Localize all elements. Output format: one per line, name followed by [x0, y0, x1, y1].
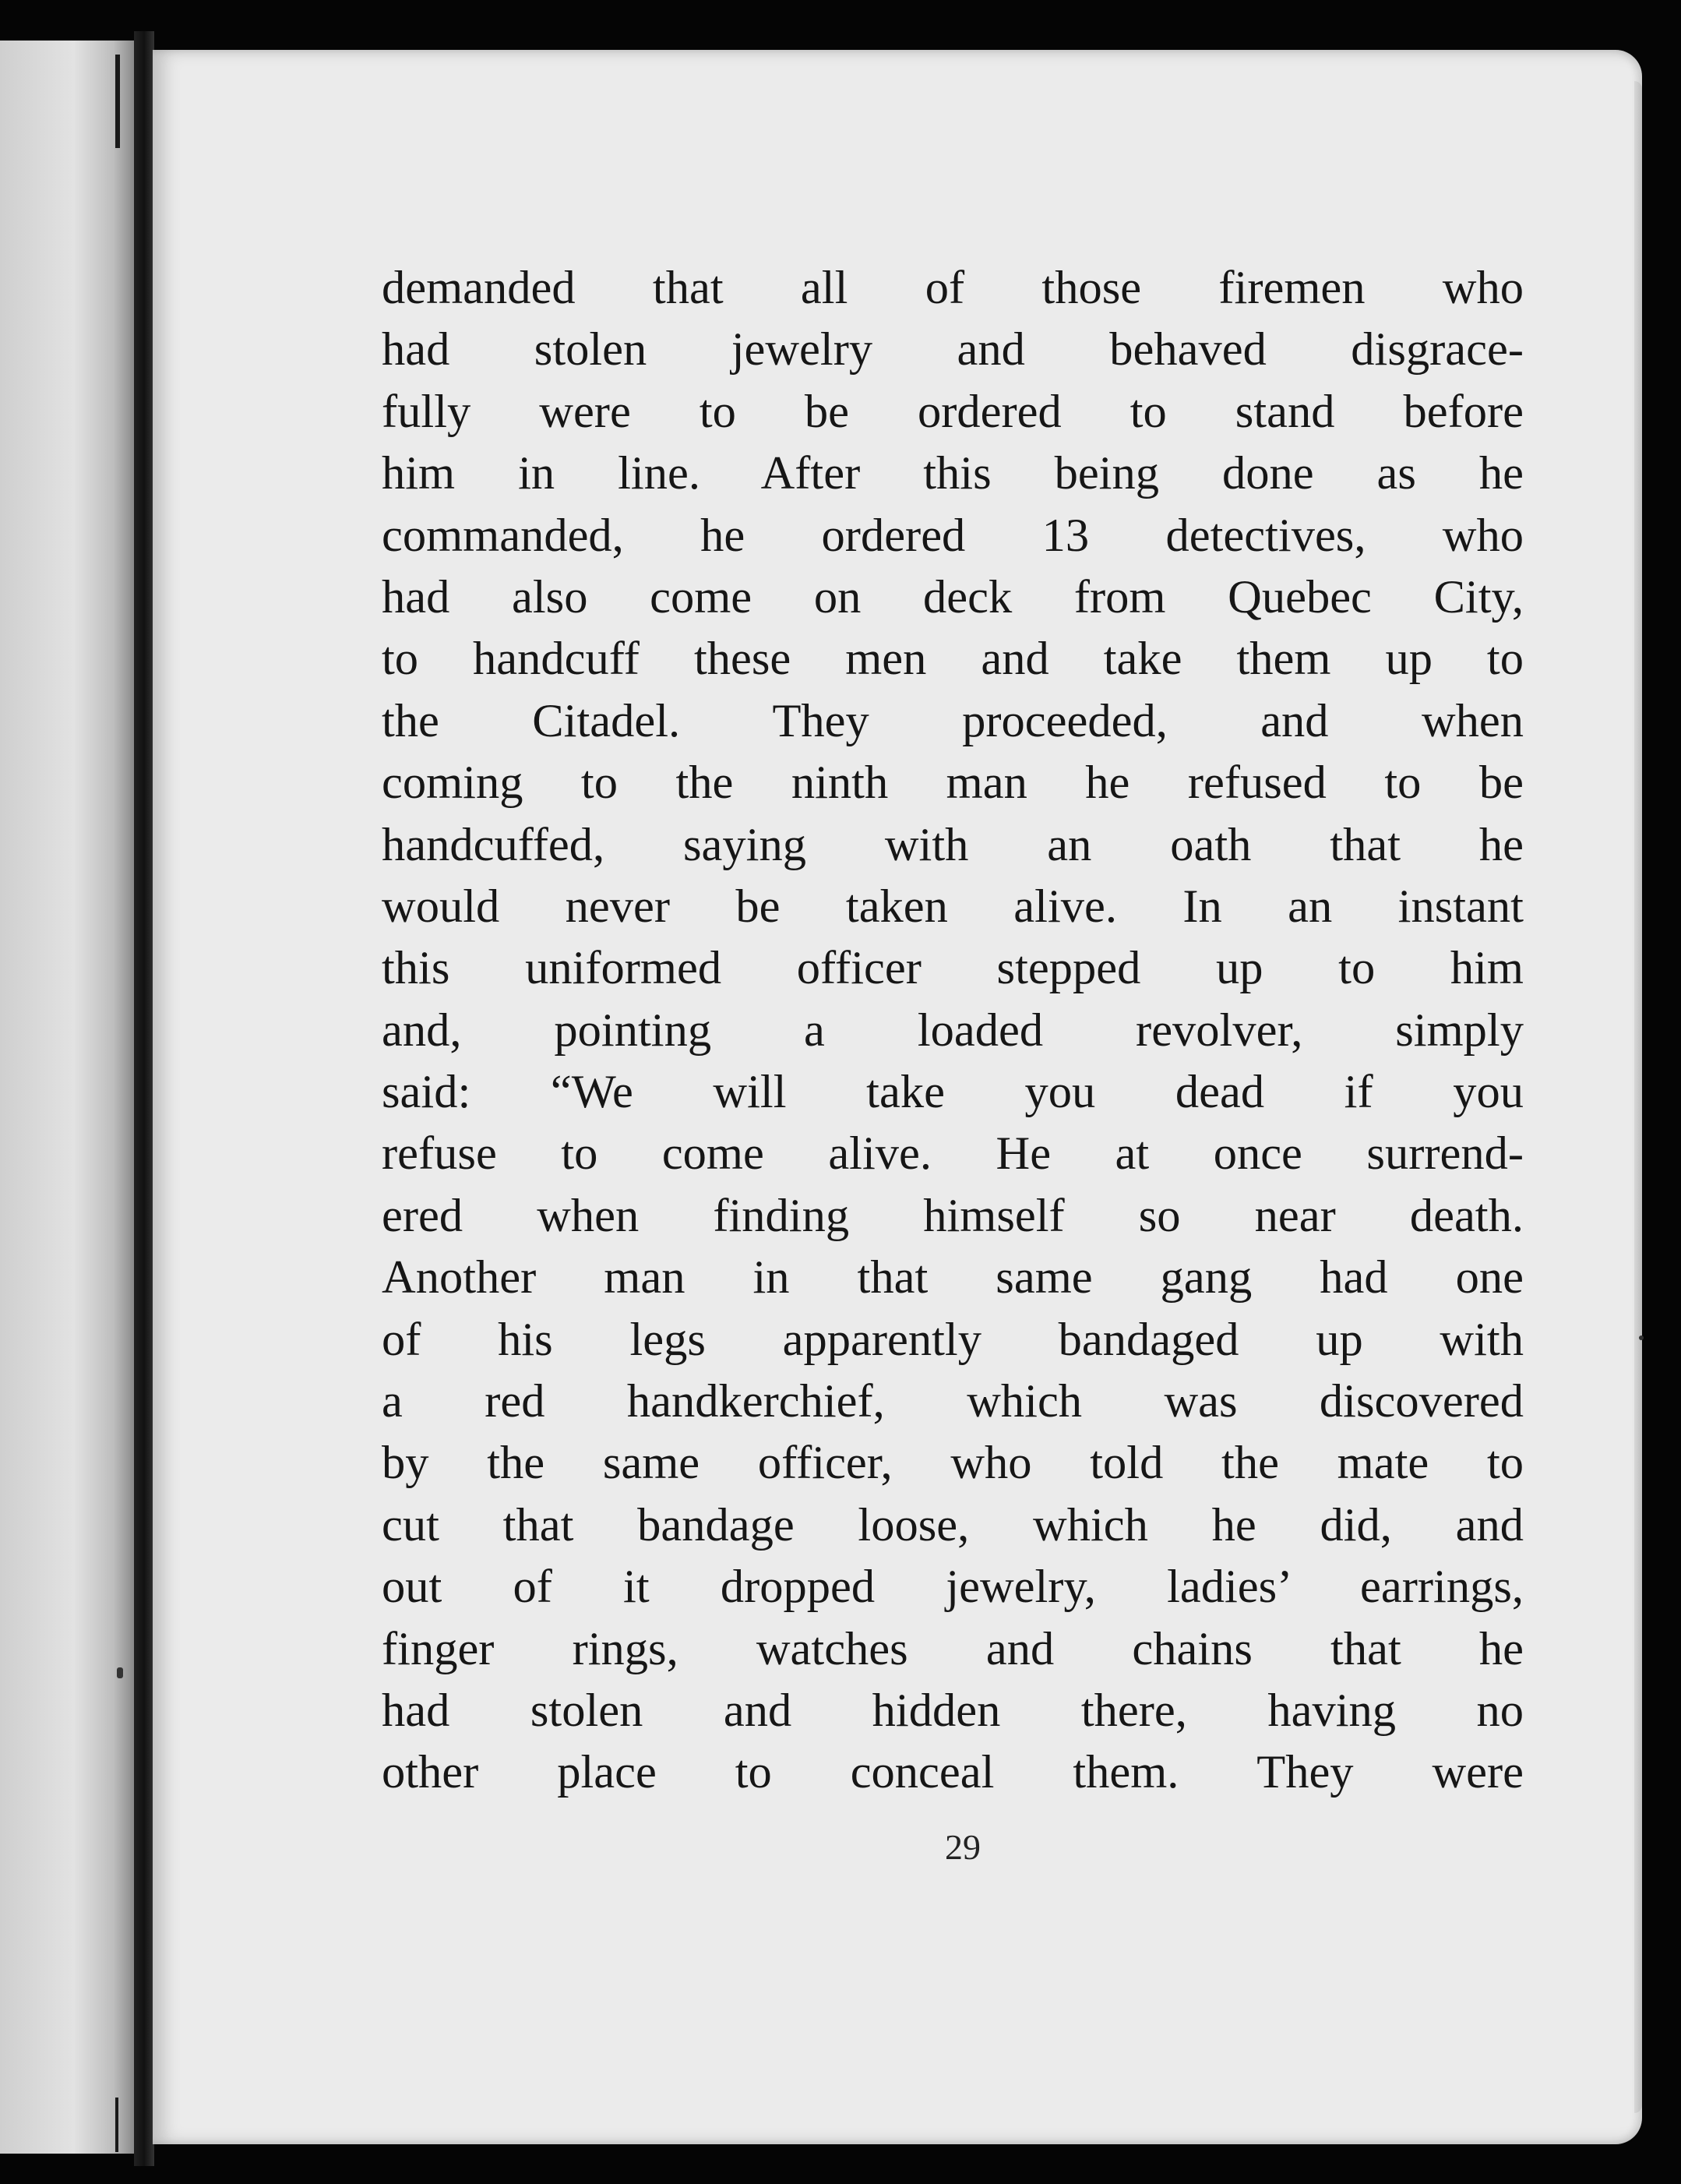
- text-line: handcuffed, saying with an oath that he: [382, 818, 1524, 871]
- text-line: coming to the ninth man he refused to be: [382, 757, 1524, 810]
- text-line: cut that bandage loose, which he did, and: [382, 1498, 1524, 1551]
- body-text: [382, 257, 1524, 1804]
- text-line: a red handkerchief, which was discovered: [382, 1375, 1524, 1428]
- text-line: demanded that all of those firemen who: [382, 262, 1524, 314]
- page-right-edge: [1634, 81, 1642, 2113]
- book-page: [153, 50, 1642, 2144]
- scan-speck: [117, 1667, 123, 1678]
- text-line: this uniformed officer stepped up to him: [382, 942, 1524, 995]
- book-gutter: [134, 31, 154, 2166]
- text-line: out of it dropped jewelry, ladies’ earrings,: [382, 1561, 1524, 1614]
- text-line: commanded, he ordered 13 detectives, who: [382, 509, 1524, 562]
- text-line: the Citadel. They proceeded, and when: [382, 694, 1524, 747]
- text-line: said: “We will take you dead if you: [382, 1066, 1524, 1119]
- page-edge-shadow: [115, 2098, 118, 2152]
- page-number: 29: [945, 1827, 981, 1867]
- text-line: had also come on deck from Quebec City,: [382, 570, 1524, 623]
- text-line: would never be taken alive. In an instant: [382, 880, 1524, 933]
- text-line: other place to conceal them. They were: [382, 1746, 1524, 1799]
- page-edge-shadow: [115, 55, 120, 148]
- left-page-edge: [0, 41, 134, 2154]
- text-line: had stolen jewelry and behaved disgrace-: [382, 323, 1524, 376]
- text-line: Another man in that same gang had one: [382, 1251, 1524, 1304]
- scan-speck: [1639, 1335, 1644, 1340]
- text-line: by the same officer, who told the mate to: [382, 1437, 1524, 1490]
- text-line: him in line. After this being done as he: [382, 447, 1524, 500]
- text-line: finger rings, watches and chains that he: [382, 1622, 1524, 1675]
- text-line: to handcuff these men and take them up to: [382, 633, 1524, 686]
- text-line: and, pointing a loaded revolver, simply: [382, 1004, 1524, 1057]
- text-line: had stolen and hidden there, having no: [382, 1684, 1524, 1737]
- text-line: ered when finding himself so near death.: [382, 1189, 1524, 1242]
- text-line: refuse to come alive. He at once surrend-: [382, 1127, 1524, 1180]
- text-line: of his legs apparently bandaged up with: [382, 1313, 1524, 1366]
- text-line: fully were to be ordered to stand before: [382, 385, 1524, 438]
